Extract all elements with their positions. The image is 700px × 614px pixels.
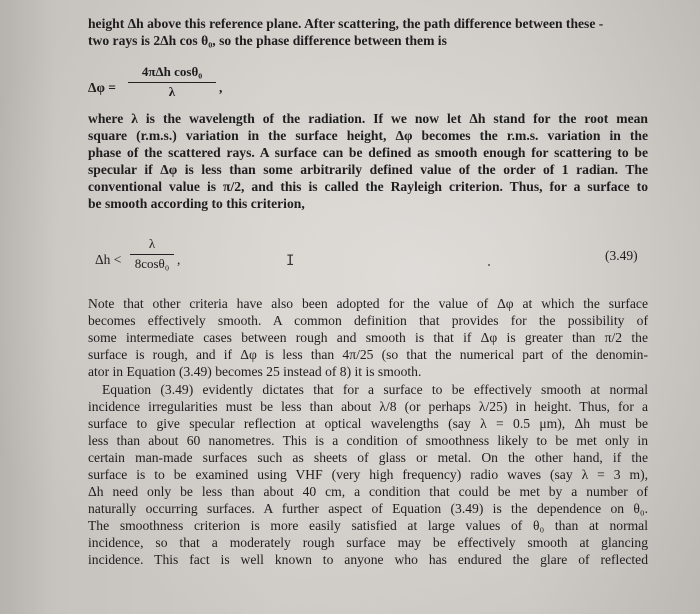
equation-2-fraction-bar [130, 254, 174, 255]
text-line: square (r.m.s.) variation in the surface height, Δφ becomes the r.m.s. variation in the [88, 128, 648, 143]
text-line: conventional value is π/2, and this is called the Rayleigh criterion. Thus, for a surface to [88, 179, 648, 194]
equation-1-denominator: λ [168, 84, 176, 99]
text-line: be smooth according to this criterion, [88, 196, 305, 211]
text-line: Note that other criteria have also been adopted for the value of Δφ at which the surface [88, 296, 648, 311]
text-line: some intermediate cases between rough and smooth is that if Δφ is greater than π/2 the [88, 330, 648, 345]
equation-number: (3.49) [605, 248, 638, 263]
text-line: where λ is the wavelength of the radiation. If we now let Δh stand for the root mean [88, 111, 648, 126]
equation-1-lhs: Δφ = [88, 80, 116, 95]
text-line: Equation (3.49) evidently dictates that for a surface to be effectively smooth at normal [102, 382, 648, 397]
text-line: less than about 60 nanometres. This is a condition of smoothness likely to be met only in [88, 433, 648, 448]
text-line: certain man-made surfaces such as sheets of glass or metal. On the other hand, if the [88, 450, 648, 465]
text-line: ator in Equation (3.49) becomes 25 instead of 8) it is smooth. [88, 364, 422, 379]
text-line: surface is to be examined using VHF (very high frequency) radio waves (say λ = 3 m), [88, 467, 648, 482]
equation-2-punct: , [177, 252, 181, 267]
equation-2-lhs: Δh < [95, 252, 122, 267]
text-line: specular if Δφ is less than some arbitrarily defined value of the order of 1 radian. The [88, 162, 648, 177]
equation-1-fraction-bar [128, 82, 216, 83]
equation-2-denominator: 8cosθ₀ [134, 256, 170, 271]
text-line: naturally occurring surfaces. A further aspect of Equation (3.49) is the dependence on θ₀. [88, 501, 648, 516]
equation-1-punct: , [219, 80, 223, 95]
text-line: height Δh above this reference plane. After scattering, the path difference between these - [88, 16, 604, 31]
text-line: The smoothness criterion is more easily satisfied at large values of θ₀ than at normal [88, 518, 648, 533]
text-line: two rays is 2Δh cos θ₀, so the phase difference between them is [88, 33, 447, 48]
speck [488, 264, 490, 266]
text-line: becomes effectively smooth. A common definition that provides for the possibility of [88, 313, 648, 328]
text-line: incidence. This fact is well known to anyone who has endured the glare of reflected [88, 552, 648, 567]
text-cursor-icon: I [286, 253, 295, 269]
text-line: incidence irregularities must be less than about λ/8 (or perhaps λ/25) in height. Thus, for a [88, 399, 648, 414]
text-line: incidence, so that a moderately rough surface may be effectively smooth at glancing [88, 535, 648, 550]
text-line: Δh need only be less than about 40 cm, a condition that could be met by a number of [88, 484, 648, 499]
text-line: phase of the scattered rays. A surface can be defined as smooth enough for scattering to be [88, 145, 648, 160]
text-line: surface is rough, and if Δφ is less than 4π/25 (so that the numerical part of the denomin- [88, 347, 648, 362]
text-line: surface to give specular reflection at optical wavelengths (say λ = 0.5 μm), Δh must be [88, 416, 648, 431]
equation-2-numerator: λ [148, 236, 156, 251]
equation-1-numerator: 4πΔh cosθ₀ [141, 64, 203, 79]
